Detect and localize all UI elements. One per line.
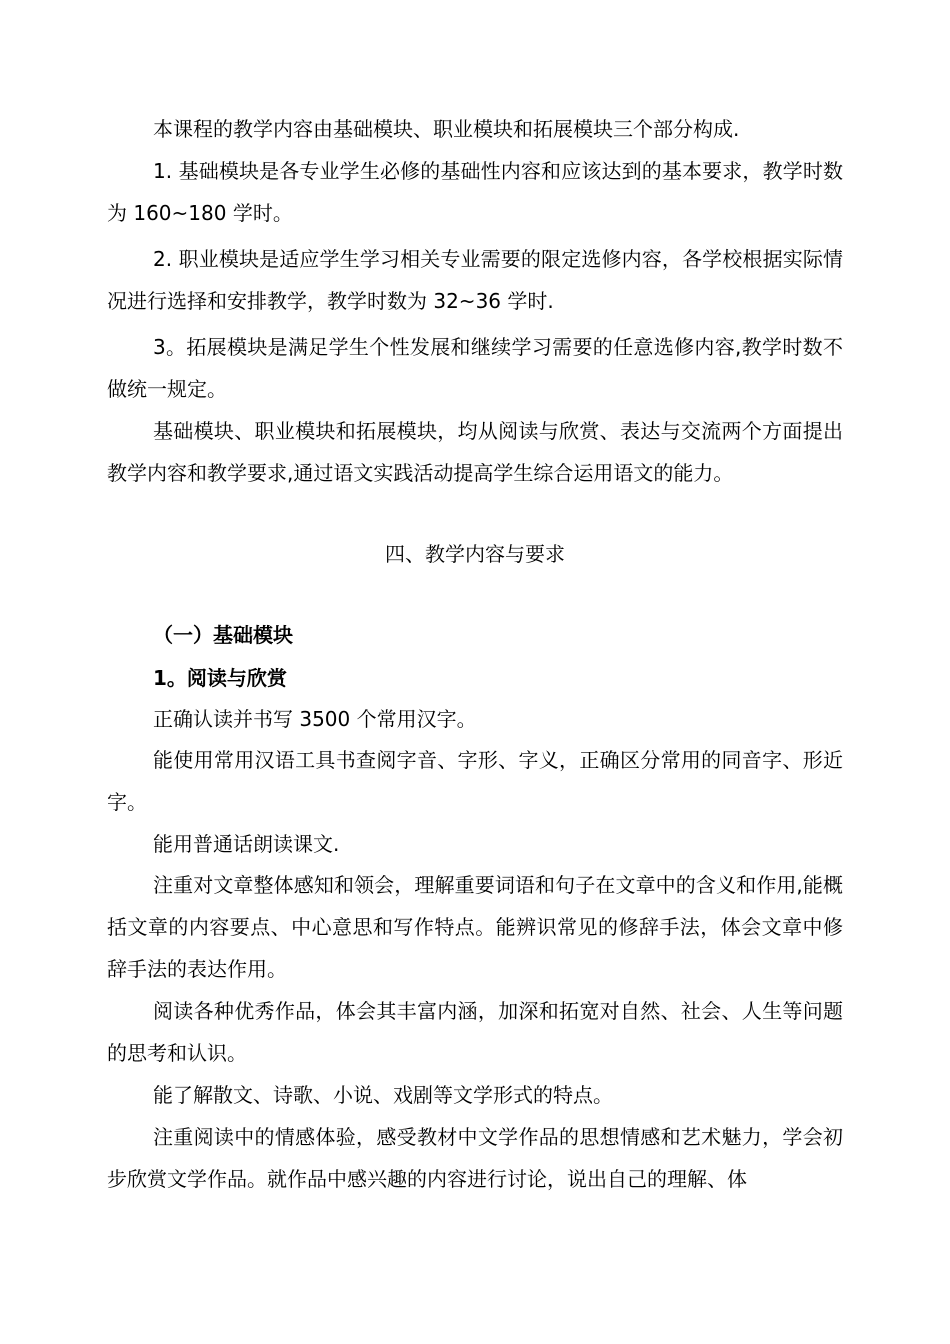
body-paragraph-5: 阅读各种优秀作品，体会其丰富内涵，加深和拓宽对自然、社会、人生等问题的思考和认识。	[107, 999, 843, 1065]
intro-paragraph-4: 3。拓展模块是满足学生个性发展和继续学习需要的任意选修内容,教学时数不做统一规定。	[107, 335, 843, 401]
intro-paragraph-1: 本课程的教学内容由基础模块、职业模块和拓展模块三个部分构成.	[153, 117, 740, 141]
subsubsection-title: 1。阅读与欣赏	[153, 666, 287, 690]
intro-paragraph-5: 基础模块、职业模块和拓展模块，均从阅读与欣赏、表达与交流两个方面提出教学内容和教学要求,通过语文实践活动提高学生综合运用语文的能力。	[107, 419, 843, 485]
intro-paragraph-2: 1. 基础模块是各专业学生必修的基础性内容和应该达到的基本要求，教学时数为 160~180 学时。	[107, 159, 843, 225]
section-title: 四、教学内容与要求	[385, 542, 565, 566]
body-paragraph-3: 能用普通话朗读课文.	[153, 832, 340, 856]
body-paragraph-2: 能使用常用汉语工具书查阅字音、字形、字义，正确区分常用的同音字、形近字。	[107, 748, 843, 814]
body-paragraph-1: 正确认读并书写 3500 个常用汉字。	[153, 707, 477, 731]
intro-paragraph-3: 2. 职业模块是适应学生学习相关专业需要的限定选修内容，各学校根据实际情况进行选择和安排教学，教学时数为 32~36 学时.	[107, 247, 843, 313]
subsection-title: （一）基础模块	[153, 623, 293, 647]
body-paragraph-6: 能了解散文、诗歌、小说、戏剧等文学形式的特点。	[153, 1083, 613, 1107]
body-paragraph-7: 注重阅读中的情感体验，感受教材中文学作品的思想情感和艺术魅力，学会初步欣赏文学作品。就作品中感兴趣的内容进行讨论，说出自己的理解、体	[107, 1125, 843, 1191]
body-paragraph-4: 注重对文章整体感知和领会，理解重要词语和句子在文章中的含义和作用,能概括文章的内容要点、中心意思和写作特点。能辨识常见的修辞手法，体会文章中修辞手法的表达作用。	[107, 873, 843, 981]
